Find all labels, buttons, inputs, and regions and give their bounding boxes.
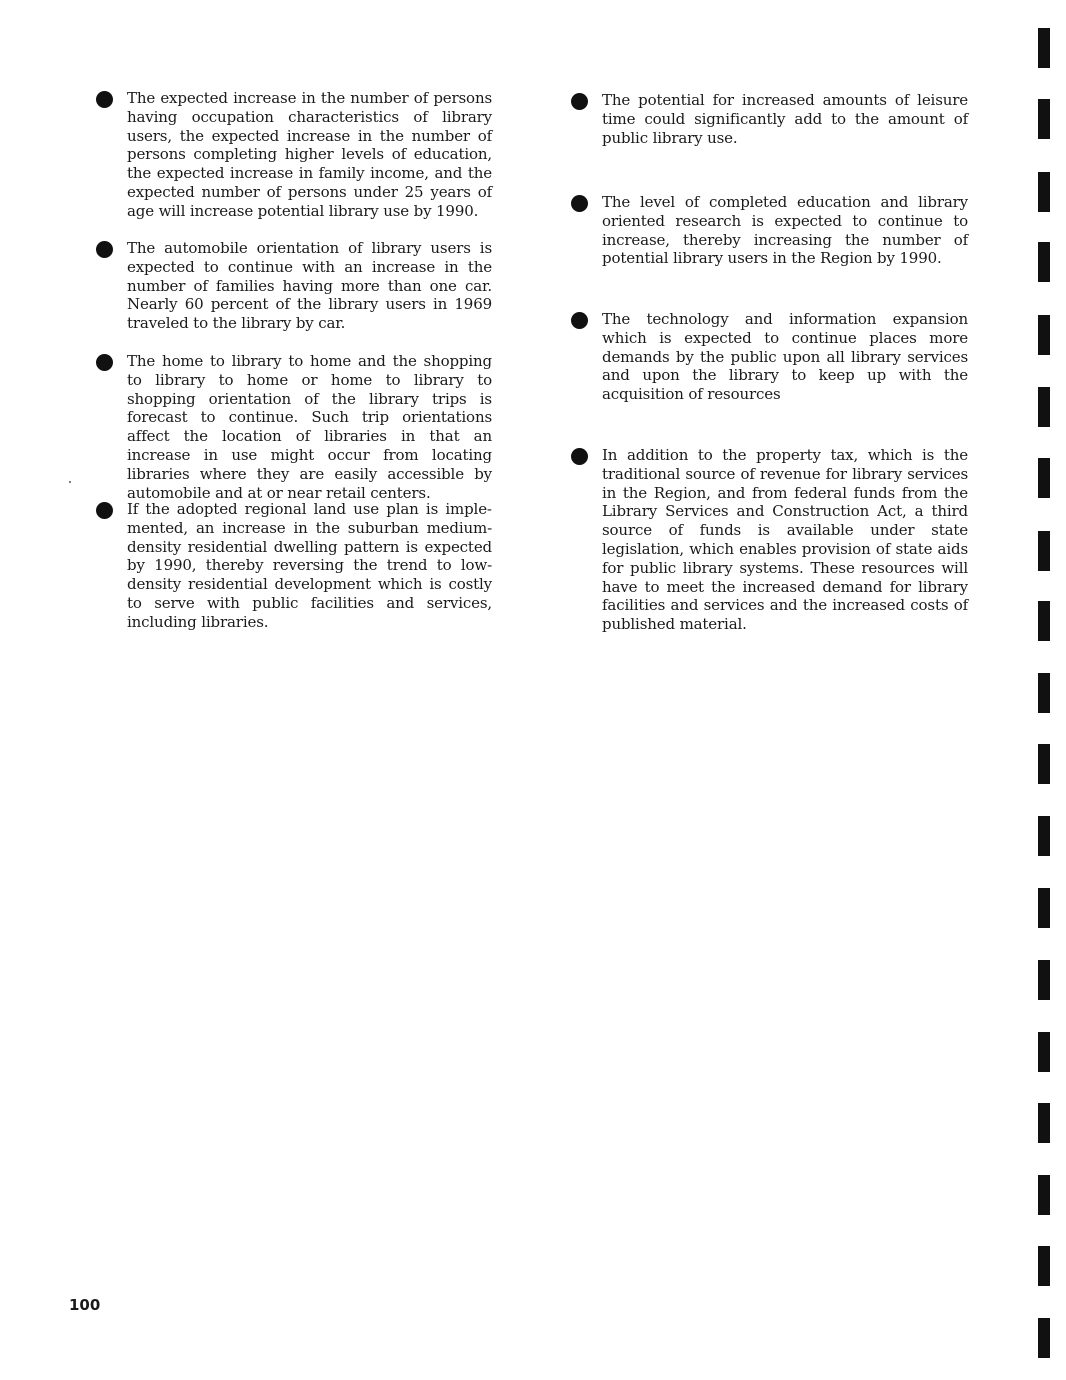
binding-mark bbox=[1038, 816, 1050, 856]
bullet-icon bbox=[571, 312, 588, 329]
binding-mark bbox=[1038, 28, 1050, 68]
binding-mark bbox=[1038, 1318, 1050, 1358]
binding-mark bbox=[1038, 387, 1050, 427]
list-item bbox=[571, 310, 968, 404]
scan-speck bbox=[69, 481, 71, 483]
binding-mark bbox=[1038, 1032, 1050, 1072]
list-item-text: The potential for increased amounts of leisure time could significantly add to the amount of public library use. bbox=[602, 91, 968, 147]
binding-mark bbox=[1038, 744, 1050, 784]
list-item bbox=[571, 193, 968, 268]
binding-mark bbox=[1038, 531, 1050, 571]
list-item-text: The technology and information expansion which is expected to continue places more demands by the public upon all library services and upon the library to keep up with the acquisition of resources bbox=[602, 310, 968, 404]
page-number: 100 bbox=[69, 1296, 101, 1314]
binding-mark bbox=[1038, 673, 1050, 713]
binding-mark bbox=[1038, 601, 1050, 641]
list-item bbox=[571, 91, 968, 147]
binding-mark bbox=[1038, 1175, 1050, 1215]
list-item-text: The expected increase in the number of persons having occupation characteristics of library users, the expected increase in the number of persons completing higher levels of education, the expected increase in family income, and the expected number of persons under 25 years of age will increase potential library use by 1990. bbox=[127, 89, 492, 220]
list-item-text: The home to library to home and the shopping to library to home or home to library to shopping orientation of the library trips is forecast to continue. Such trip orientations affect the location of libraries in that an increase in use might occur from locating libraries where they are easily accessible by automobile and at or near retail centers. bbox=[127, 352, 492, 502]
bullet-icon bbox=[96, 354, 113, 371]
binding-mark bbox=[1038, 99, 1050, 139]
bullet-icon bbox=[571, 93, 588, 110]
binding-mark bbox=[1038, 172, 1050, 212]
list-item bbox=[96, 500, 492, 632]
list-item bbox=[96, 352, 492, 502]
list-item-text: In addition to the property tax, which is the traditional source of revenue for library services in the Region, and from federal funds from the Library Services and Construction Act, a third source of funds is available under state legislation, which enables provision of state aids for public library systems. These resources will have to meet the increased demand for library facilities and services and the increased costs of published material. bbox=[602, 446, 968, 634]
list-item-text: The automobile orientation of library users is expected to continue with an increase in the number of families having more than one car. Nearly 60 percent of the library users in 1969 traveled to the library by car. bbox=[127, 239, 492, 333]
binding-mark bbox=[1038, 1103, 1050, 1143]
list-item-text: The level of completed education and library oriented research is expected to continue to increase, thereby increasing the number of potential library users in the Region by 1990. bbox=[602, 193, 968, 268]
binding-mark bbox=[1038, 242, 1050, 282]
bullet-icon bbox=[96, 502, 113, 519]
bullet-icon bbox=[571, 195, 588, 212]
binding-mark bbox=[1038, 1246, 1050, 1286]
list-item-text: If the adopted regional land use plan is implemented, an increase in the suburban medium-density residential dwelling pattern is expected by 1990, thereby reversing the trend to low-density residential development which is costly to serve with public facilities and services, including libraries. bbox=[127, 500, 492, 631]
binding-mark bbox=[1038, 888, 1050, 928]
list-item bbox=[96, 89, 492, 221]
binding-mark bbox=[1038, 458, 1050, 498]
bullet-icon bbox=[571, 448, 588, 465]
list-item bbox=[96, 239, 492, 333]
bullet-icon bbox=[96, 241, 113, 258]
list-item bbox=[571, 446, 968, 634]
bullet-icon bbox=[96, 91, 113, 108]
binding-mark bbox=[1038, 315, 1050, 355]
binding-marks bbox=[1038, 0, 1052, 1380]
binding-mark bbox=[1038, 960, 1050, 1000]
